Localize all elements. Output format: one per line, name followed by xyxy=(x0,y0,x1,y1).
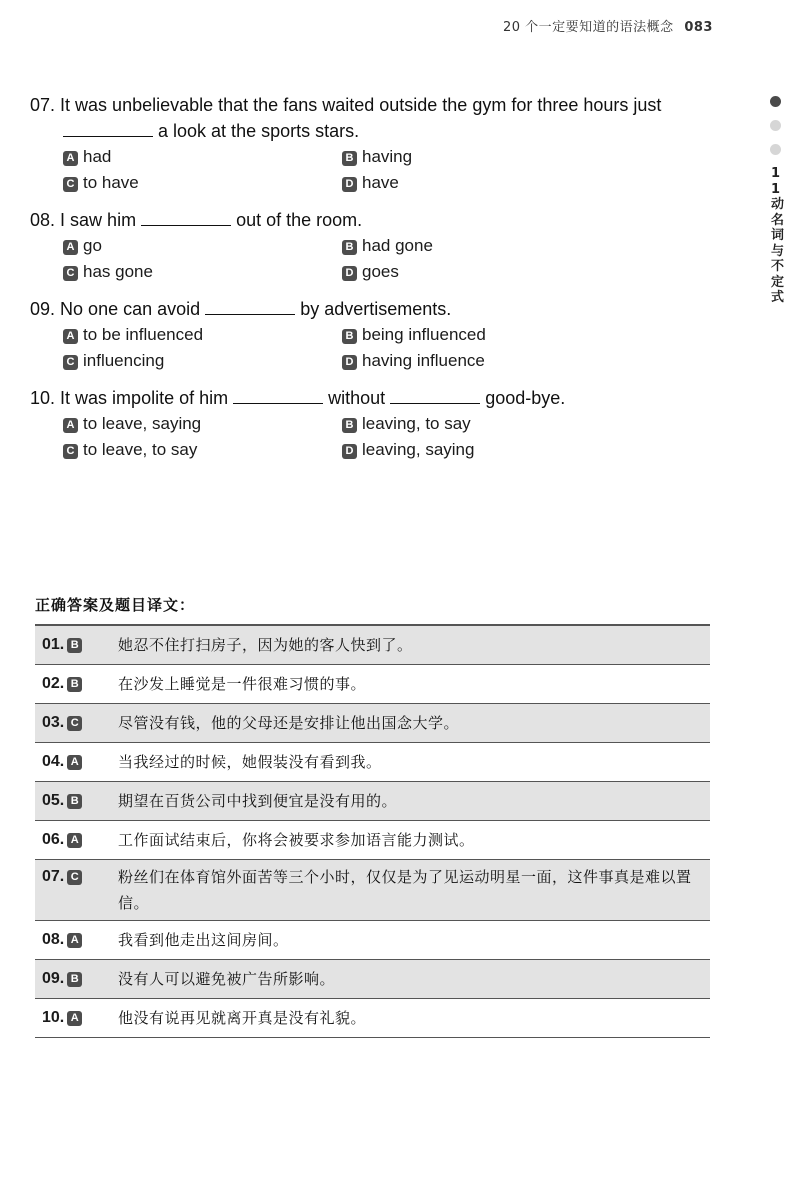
answer-letter-badge: B xyxy=(67,972,82,987)
question-text: It was unbelievable that the fans waited outside the gym for three hours just xyxy=(60,95,662,115)
answer-translation: 工作面试结束后，你将会被要求参加语言能力测试。 xyxy=(118,831,475,849)
question-number: 07. xyxy=(30,95,56,115)
option-text: go xyxy=(83,236,102,255)
answer-letter-badge: C xyxy=(67,870,82,885)
option-text: had gone xyxy=(362,236,433,255)
answer-number: 06. A xyxy=(42,831,87,849)
answer-letter-badge: A xyxy=(67,755,82,770)
option-letter-badge: C xyxy=(63,266,78,281)
question-text: out of the room. xyxy=(236,210,363,230)
answer-row xyxy=(35,860,710,921)
option-text: to be influenced xyxy=(83,325,204,344)
question-stem xyxy=(30,385,720,411)
question-number: 10. xyxy=(30,388,56,408)
option-letter-badge: D xyxy=(342,355,357,370)
answer-row xyxy=(35,626,710,665)
answer-number: 10. A xyxy=(42,1009,87,1027)
answer-number: 02. B xyxy=(42,675,87,693)
option-c xyxy=(63,348,164,374)
question-text: a look at the sports stars. xyxy=(158,121,360,141)
page-header xyxy=(503,16,713,35)
chapter-side-tab: 11 动名词与不定式 xyxy=(771,166,785,305)
answer-number: 08. A xyxy=(42,931,87,949)
answer-translation: 当我经过的时候，她假装没有看到我。 xyxy=(118,753,382,771)
option-d xyxy=(342,437,474,463)
option-letter-badge: C xyxy=(63,177,78,192)
option-text: leaving, to say xyxy=(362,414,471,433)
answer-row xyxy=(35,743,710,782)
answer-row xyxy=(35,704,710,743)
answer-row xyxy=(35,921,710,960)
answer-row xyxy=(35,782,710,821)
answer-translation: 粉丝们在体育馆外面苦等三个小时，仅仅是为了见运动明星一面，这件事真是难以置信。 xyxy=(118,868,692,912)
progress-dot-active-icon xyxy=(770,96,781,107)
question-stem xyxy=(30,92,720,144)
question-number: 08. xyxy=(30,210,56,230)
options xyxy=(30,233,720,285)
answer-number: 09. B xyxy=(42,970,87,988)
answer-letter-badge: B xyxy=(67,794,82,809)
option-text: influencing xyxy=(83,351,165,370)
option-d xyxy=(342,259,399,285)
question-text: No one can avoid xyxy=(60,299,201,319)
answer-letter-badge: A xyxy=(67,833,82,848)
option-a xyxy=(63,233,102,259)
answer-translation: 她忍不住打扫房子，因为她的客人快到了。 xyxy=(118,636,413,654)
option-text: to leave, saying xyxy=(83,414,202,433)
answer-translation: 在沙发上睡觉是一件很难习惯的事。 xyxy=(118,675,367,693)
option-letter-badge: B xyxy=(342,151,357,166)
question-08 xyxy=(30,207,720,285)
question-stem xyxy=(30,207,720,233)
answer-letter-badge: B xyxy=(67,677,82,692)
option-b xyxy=(342,411,471,437)
option-b xyxy=(342,322,486,348)
option-text: goes xyxy=(362,262,399,281)
option-letter-badge: C xyxy=(63,355,78,370)
option-text: having influence xyxy=(362,351,485,370)
answer-translation: 期望在百货公司中找到便宜是没有用的。 xyxy=(118,792,398,810)
question-number: 09. xyxy=(30,299,56,319)
option-text: had xyxy=(83,147,112,166)
answer-letter-badge: A xyxy=(67,933,82,948)
option-text: leaving, saying xyxy=(362,440,475,459)
option-text: to have xyxy=(83,173,139,192)
progress-dot-icon xyxy=(770,144,781,155)
option-c xyxy=(63,259,153,285)
answer-blank xyxy=(141,207,231,226)
answer-number: 03. C xyxy=(42,714,87,732)
answer-letter-badge: C xyxy=(67,716,82,731)
question-text: without xyxy=(328,388,386,408)
answers-table xyxy=(35,624,710,1038)
answer-row xyxy=(35,821,710,860)
answer-translation: 尽管没有钱，他的父母还是安排让他出国念大学。 xyxy=(118,714,460,732)
option-letter-badge: A xyxy=(63,240,78,255)
option-d xyxy=(342,170,399,196)
option-letter-badge: B xyxy=(342,329,357,344)
option-letter-badge: D xyxy=(342,266,357,281)
option-a xyxy=(63,144,111,170)
option-text: has gone xyxy=(83,262,153,281)
question-text: good-bye. xyxy=(485,388,566,408)
answer-blank xyxy=(390,385,480,404)
option-a xyxy=(63,322,203,348)
option-text: being influenced xyxy=(362,325,486,344)
option-letter-badge: C xyxy=(63,444,78,459)
answer-number: 01. B xyxy=(42,636,87,654)
answer-blank xyxy=(233,385,323,404)
answer-number: 04. A xyxy=(42,753,87,771)
answer-letter-badge: A xyxy=(67,1011,82,1026)
option-letter-badge: B xyxy=(342,418,357,433)
option-text: have xyxy=(362,173,399,192)
option-text: having xyxy=(362,147,413,166)
answer-row xyxy=(35,999,710,1038)
answer-translation: 他没有说再见就离开真是没有礼貌。 xyxy=(118,1009,367,1027)
options xyxy=(30,411,720,463)
option-letter-badge: B xyxy=(342,240,357,255)
page-number: 083 xyxy=(684,20,713,35)
option-letter-badge: A xyxy=(63,418,78,433)
option-text: to leave, to say xyxy=(83,440,198,459)
option-letter-badge: D xyxy=(342,177,357,192)
header-title: 20 个一定要知道的语法概念 xyxy=(503,20,674,35)
option-b xyxy=(342,144,412,170)
option-a xyxy=(63,411,201,437)
question-text: It was impolite of him xyxy=(60,388,229,408)
question-09 xyxy=(30,296,720,374)
option-c xyxy=(63,170,139,196)
question-stem xyxy=(30,296,720,322)
option-letter-badge: A xyxy=(63,329,78,344)
answer-number: 07. C xyxy=(42,868,87,886)
answer-letter-badge: B xyxy=(67,638,82,653)
options xyxy=(30,322,720,374)
answer-translation: 我看到他走出这间房间。 xyxy=(118,931,289,949)
option-c xyxy=(63,437,197,463)
option-d xyxy=(342,348,485,374)
progress-dot-icon xyxy=(770,120,781,131)
question-text: I saw him xyxy=(60,210,137,230)
option-b xyxy=(342,233,433,259)
answer-row xyxy=(35,665,710,704)
answer-translation: 没有人可以避免被广告所影响。 xyxy=(118,970,336,988)
option-letter-badge: A xyxy=(63,151,78,166)
question-text: by advertisements. xyxy=(300,299,452,319)
question-07 xyxy=(30,92,720,196)
answers-heading: 正确答案及题目译文： xyxy=(35,596,196,614)
answer-blank xyxy=(63,118,153,137)
option-letter-badge: D xyxy=(342,444,357,459)
question-10 xyxy=(30,385,720,463)
options xyxy=(30,144,720,196)
answer-row xyxy=(35,960,710,999)
answer-blank xyxy=(205,296,295,315)
chapter-progress-dots xyxy=(770,96,784,168)
answer-number: 05. B xyxy=(42,792,87,810)
